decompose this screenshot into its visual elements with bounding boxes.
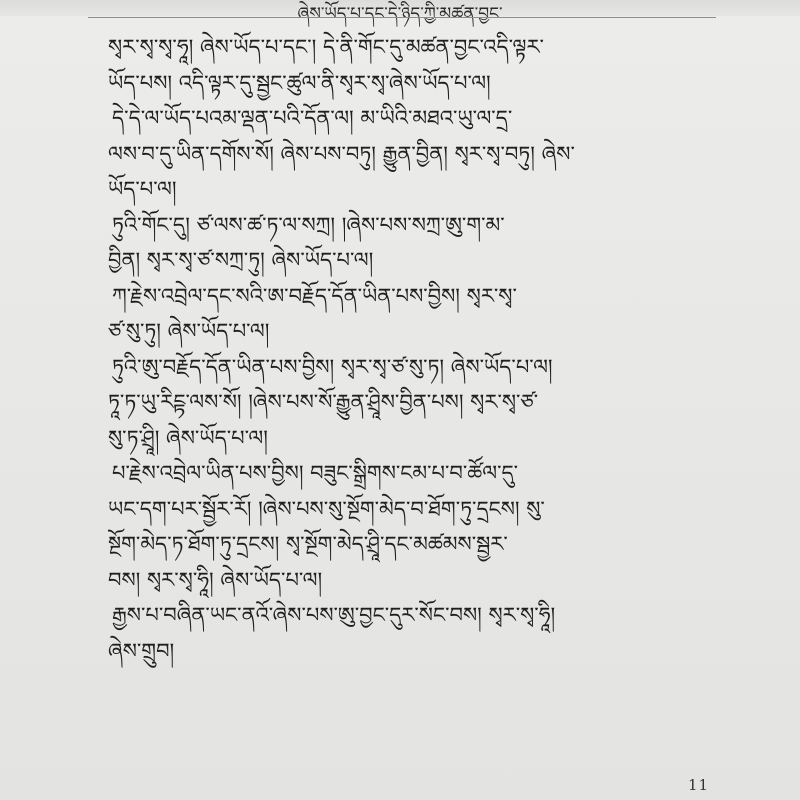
running-head: ཞེས་ཡོད་པ་དང་དེ་ཉིད་ཀྱི་མཚན་བྱང་ [297, 4, 503, 24]
text-line: སྭར་སྭ་སྭ་ཧཱ། ཞེས་ཡོད་པ་དང་། དེ་ནི་གོང་དུ་མཚན་བྱང་འདི་ལྟར་ [108, 35, 544, 59]
body-text [108, 30, 726, 669]
text-line: བས། སྭར་སྭ་ཧཱི། ཞེས་ཡོད་པ་ལ། [108, 567, 323, 592]
text-line: ཀ་རྗེས་འབྲེལ་དང་སའི་ཨ་བརྗོད་དོན་ཡིན་པས་བྱིས། སྭར་སྭ་ [112, 283, 517, 308]
header-rule [88, 17, 716, 18]
text-line: ཏུའི་གོང་དུ། ཙ་ལས་ཚ་ཏ་ལ་སཀྲ། །ཞེས་པས་སཀྲ་ཨུ་ག་མ་ [112, 212, 505, 237]
text-line: ཏཱ་ཏ་ཡུ་རིངྟ་ལས་སོ། །ཞེས་པས་སོ་རྒྱུན་ཤྲཱིས་བྱིན་པས། སྭར་སྭ་ཙ་ [108, 390, 539, 414]
text-line: ཙ་སུ་ཏུ། ཞེས་ཡོད་པ་ལ། [108, 319, 270, 343]
text-line: སྔོག་མེད་ཏ་ཐོག་ཏུ་དྲངས། སྭ་སྔོག་མེད་ཤྲཱི་དང་མཚམས་སྦྱར་ [108, 532, 508, 556]
text-line: དེ་དེ་ལ་ཡོད་པའམ་ལྡན་པའི་དོན་ལ། མ་ཡིའི་མཐའ་ཡུ་ལ་དྲ་ [112, 106, 513, 130]
text-line: སུ་ཏ་ཤྲཱི། ཞེས་ཡོད་པ་ལ། [108, 425, 268, 450]
text-line: ཞེས་གྲུབ། [108, 638, 175, 663]
text-line: ཏུའི་ཨུ་བརྗོད་དོན་ཡིན་པས་བྱིས། སྭར་སྭ་ཙ་སུ་ཏ། ཞེས་ཡོད་པ་ལ། [112, 354, 553, 379]
text-line: བྱིན། སྭར་སྭ་ཙ་སཀྲ་ཏུ། ཞེས་ཡོད་པ་ལ། [108, 248, 374, 272]
text-line: པ་རྗེས་འབྲེལ་ཡིན་པས་བྱིས། བཟུང་སྒྲིགས་ངམ་པ་བ་ཚོལ་དུ་ [112, 461, 519, 485]
text-line: རྒྱས་པ་བཞིན་ཡང་ནའོ་ཞེས་པས་ཨུ་བྱང་དུར་སོང་བས། སྭར་སྭ་ཧཱི། [112, 603, 556, 627]
page-number: 11 [688, 776, 710, 794]
text-line: ཡོད་པས། འདི་ལྟར་དུ་སྦྱང་ཚུལ་ནི་སྭར་སྭ་ཞེས་ཡོད་པ་ལ། [108, 70, 491, 95]
text-line: ལས་བ་དུ་ཡིན་དགོས་སོ། ཞེས་པས་བཏུ། རྒྱུན་བྱིན། སྭར་སྭ་བཏུ། ཞེས་ [108, 141, 575, 166]
text-line: ཡང་དག་པར་སྦྱོར་རོ། །ཞེས་པས་སུ་སྔོག་མེད་བ་ཐོག་ཏུ་དྲངས། སུ་ [108, 496, 545, 521]
text-line: ཡོད་པ་ལ། [108, 177, 177, 201]
